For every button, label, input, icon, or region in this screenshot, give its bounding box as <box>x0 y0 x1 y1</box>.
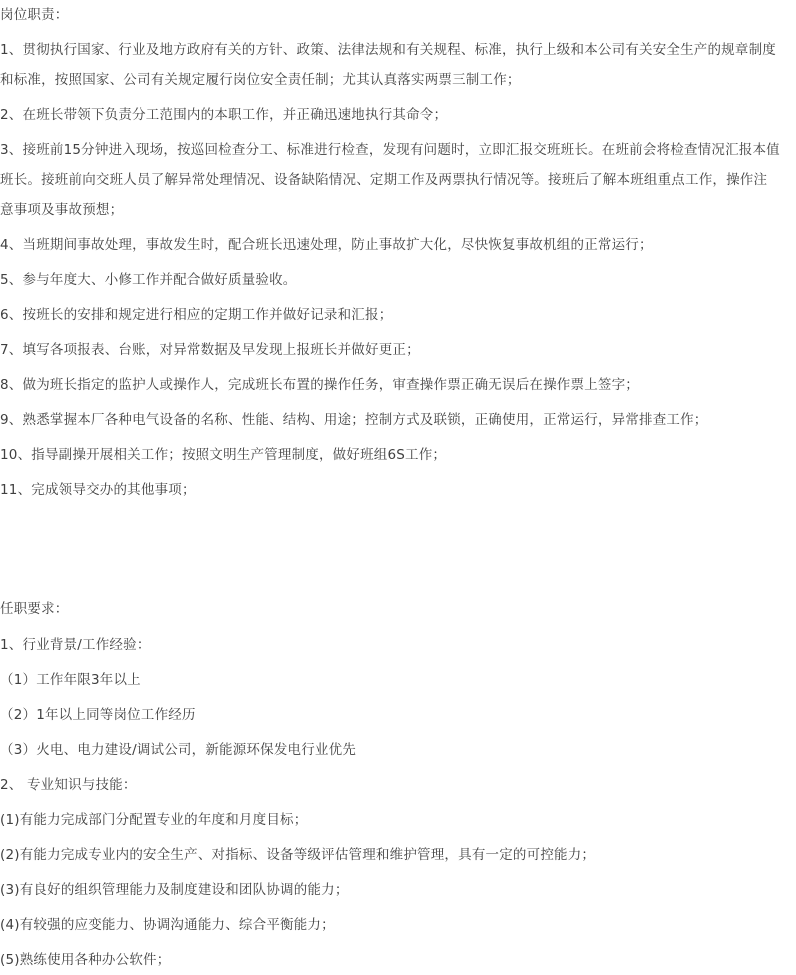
responsibility-item-3-line-3: 意事项及事故预想； <box>0 202 124 218</box>
responsibility-item-10: 10、指导副操开展相关工作；按照文明生产管理制度，做好班组6S工作； <box>0 447 447 463</box>
responsibility-item-1-line-1: 1、贯彻执行国家、行业及地方政府有关的方针、政策、法律法规和有关规程、标准，执行上级和本公司有关安全生产的规章制度 <box>0 42 776 58</box>
responsibility-item-3-line-2: 班长。接班前向交班人员了解异常处理情况、设备缺陷情况、定期工作及两票执行情况等。接班后了解本班组重点工作，操作注 <box>0 172 768 188</box>
responsibility-item-11: 11、完成领导交办的其他事项； <box>0 482 196 498</box>
responsibility-item-6: 6、按班长的安排和规定进行相应的定期工作并做好记录和汇报； <box>0 307 393 323</box>
requirements-heading: 任职要求： <box>0 601 69 617</box>
requirement-line-4: （3）火电、电力建设/调试公司，新能源环保发电行业优先 <box>0 742 357 758</box>
responsibility-item-7: 7、填写各项报表、台账，对异常数据及早发现上报班长并做好更正； <box>0 342 420 358</box>
responsibility-item-1-line-2: 和标准，按照国家、公司有关规定履行岗位安全责任制；尤其认真落实两票三制工作； <box>0 72 521 88</box>
responsibility-item-3-line-1: 3、接班前15分钟进入现场，按巡回检查分工、标准进行检查，发现有问题时，立即汇报交班班长。在班前会将检查情况汇报本值 <box>0 142 780 158</box>
requirement-line-8: (3)有良好的组织管理能力及制度建设和团队协调的能力； <box>0 882 349 898</box>
requirement-line-3: （2）1年以上同等岗位工作经历 <box>0 707 196 723</box>
responsibility-item-8: 8、做为班长指定的监护人或操作人，完成班长布置的操作任务，审查操作票正确无误后在操作票上签字； <box>0 377 639 393</box>
responsibilities-heading: 岗位职责： <box>0 7 69 23</box>
responsibility-item-9: 9、熟悉掌握本厂各种电气设备的名称、性能、结构、用途；控制方式及联锁，正确使用，正常运行，异常排查工作； <box>0 412 708 428</box>
responsibility-item-2: 2、在班长带领下负责分工范围内的本职工作，并正确迅速地执行其命令； <box>0 107 448 123</box>
responsibility-item-4: 4、当班期间事故处理，事故发生时，配合班长迅速处理，防止事故扩大化，尽快恢复事故机组的正常运行； <box>0 237 653 253</box>
responsibility-item-5: 5、参与年度大、小修工作并配合做好质量验收。 <box>0 272 297 288</box>
requirement-line-2: （1）工作年限3年以上 <box>0 672 141 688</box>
requirement-line-9: (4)有较强的应变能力、协调沟通能力、综合平衡能力； <box>0 917 335 933</box>
requirement-line-5: 2、 专业知识与技能： <box>0 777 137 793</box>
requirement-line-6: (1)有能力完成部门分配置专业的年度和月度目标； <box>0 812 308 828</box>
requirement-line-7: (2)有能力完成专业内的安全生产、对指标、设备等级评估管理和维护管理，具有一定的可控能力； <box>0 847 596 863</box>
requirement-line-10: (5)熟练使用各种办公软件； <box>0 952 171 968</box>
requirement-line-1: 1、行业背景/工作经验： <box>0 637 151 653</box>
